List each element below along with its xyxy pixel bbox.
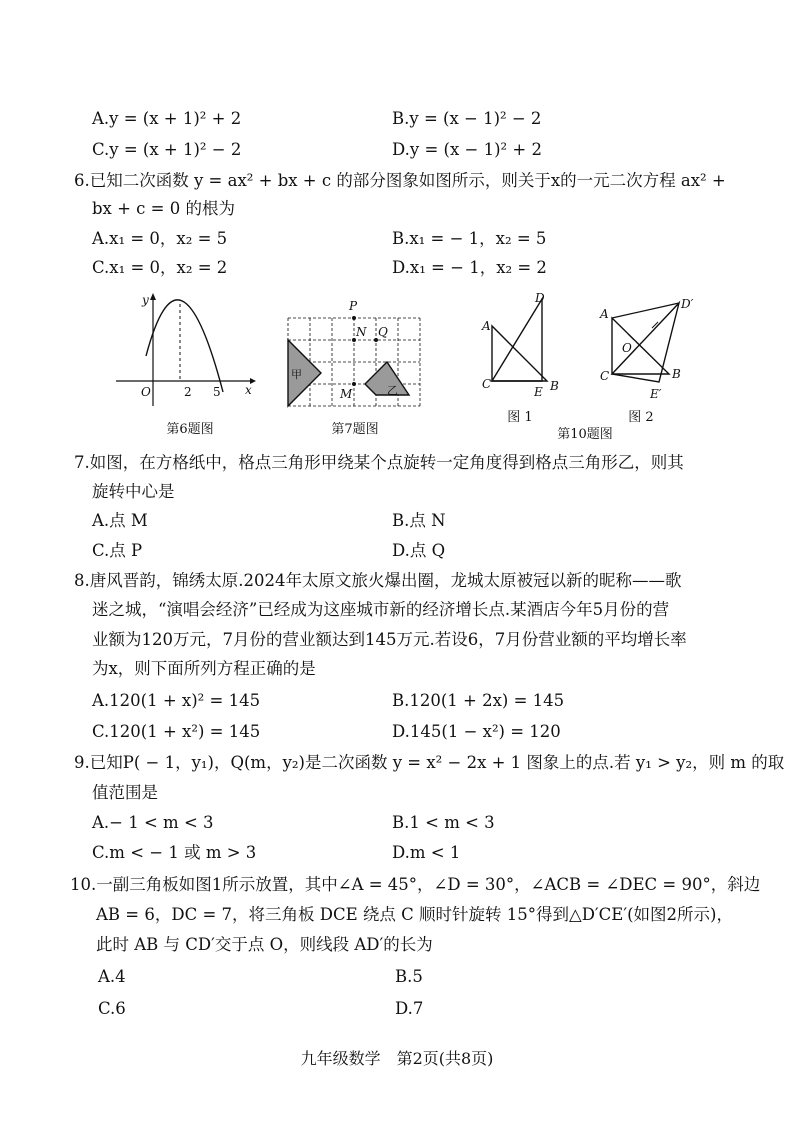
option-text: 120(1 + 2x) = 145 [409,691,565,710]
option-text: 1 < m < 3 [409,813,495,832]
q8-option-a [92,689,260,713]
option-letter: C. [92,258,110,277]
option-letter: B. [392,511,410,530]
q6-option-c [92,256,227,280]
label-a: A [600,307,609,321]
option-text: 5 [412,967,423,986]
q8-stem-line2: 迷之城，“演唱会经济”已经成为这座城市新的经济增长点.某酒店今年5月份的营 [92,600,670,619]
option-text: 145(1 − x²) = 120 [409,722,561,741]
option-text: m < − 1 或 m > 3 [109,843,257,862]
label-c: C [482,377,492,391]
option-letter: A. [92,511,110,530]
q10-option-d [395,997,423,1021]
q9-option-a [92,811,214,835]
q10-stem-line1: 10.一副三角板如图1所示放置，其中∠A = 45°，∠D = 30°，∠ACB = ∠DEC = 90°，斜边 [70,875,761,894]
option-letter: D. [392,541,410,560]
option-letter: A. [92,691,110,710]
q6-option-b [392,227,546,251]
label-e: E [534,385,543,399]
parabola-curve [146,300,223,392]
q6-stem-line2: bx + c = 0 的根为 [92,199,235,218]
q6-option-d [392,256,547,280]
y-label: y [142,293,149,307]
tick-5-label: 5 [213,385,221,399]
label-p: P [349,299,358,313]
label-b: B [672,367,681,381]
q6-stem-line1: 6.已知二次函数 y = ax² + bx + c 的部分图象如图所示，则关于x的一元二次方程 ax² + [74,171,726,190]
option-text: 6 [115,999,126,1018]
option-letter: B. [392,813,410,832]
fig10-figure1 [476,290,566,410]
option-letter: A. [92,813,110,832]
q7-stem-line1: 7.如图，在方格纸中，格点三角形甲绕某个点旋转一定角度得到格点三角形乙，则其 [74,453,684,472]
label-n: N [356,325,367,339]
option-letter: D. [392,722,410,741]
label-q: Q [378,325,388,339]
option-text: 点 P [109,541,143,560]
label-jia: 甲 [291,368,302,381]
q9-option-b [392,811,495,835]
point-m [352,382,356,386]
tick-mark [628,334,634,340]
q8-option-c [92,720,260,744]
q9-stem-line1: 9.已知P( − 1，y₁)，Q(m，y₂)是二次函数 y = x² − 2x + 1 图象上的点.若 y₁ > y₂，则 m 的取 [74,753,785,772]
label-b: B [550,379,559,393]
q10-option-b [395,965,423,989]
option-letter: D. [392,140,410,159]
q8-option-d [392,720,561,744]
option-letter: A. [98,967,116,986]
q9-stem-line2: 值范围是 [92,783,158,802]
option-text: 点 M [109,511,148,530]
fig7-grid-rotation [282,296,422,408]
option-text: − 1 < m < 3 [109,813,214,832]
q10-stem-line2: AB = 6，DC = 7，将三角板 DCE 绕点 C 顺时针旋转 15°得到△D′CE′(如图2所示)， [96,905,733,924]
option-letter: A. [92,229,110,248]
q9-option-d [392,841,460,865]
option-text: y = (x − 1)² + 2 [409,140,542,159]
option-letter: B. [392,109,410,128]
option-text: x₁ = 0，x₂ = 2 [109,258,228,277]
option-text: y = (x + 1)² + 2 [109,109,242,128]
fig10-caption: 第10题图 [557,427,613,442]
option-text: x₁ = 0，x₂ = 5 [109,229,228,248]
q7-stem-line2: 旋转中心是 [92,482,175,501]
q7-option-b [392,509,446,533]
q5-option-b [392,107,541,131]
origin-label: O [141,385,151,399]
q10-option-a [98,965,126,989]
label-c: C [600,369,610,383]
label-e-prime: E′ [650,387,662,401]
q8-stem-line4: 为x，则下面所列方程正确的是 [92,659,316,678]
q9-option-c [92,841,256,865]
segment-ad2 [612,303,679,318]
option-letter: B. [392,691,410,710]
label-o: O [622,341,632,355]
option-text: m < 1 [409,843,461,862]
option-letter: D. [392,843,410,862]
label-yi: 乙 [387,384,398,397]
q8-stem-line1: 8.唐风晋韵，锦绣太原.2024年太原文旅火爆出圈，龙城太原被冠以新的昵称——歌 [74,571,682,590]
option-letter: C. [92,140,110,159]
q10-option-c [98,997,126,1021]
fig6-caption: 第6题图 [166,422,214,437]
option-letter: C. [92,722,110,741]
option-letter: D. [395,999,413,1018]
option-text: 7 [412,999,424,1018]
q8-option-b [392,689,564,713]
y-axis-arrow [150,293,156,300]
option-text: x₁ = − 1，x₂ = 5 [409,229,547,248]
label-m: M [340,387,353,401]
q7-option-c [92,539,142,563]
option-letter: D. [392,258,410,277]
label-d: D [535,291,545,305]
option-letter: C. [92,541,110,560]
page-footer: 九年级数学 第2页(共8页) [300,1049,494,1068]
q8-stem-line3: 业额为120万元，7月份的营业额达到145万元.若设6，7月份营业额的平均增长率 [92,630,687,649]
option-text: 120(1 + x)² = 145 [109,691,261,710]
x-label: x [245,383,252,397]
q5-option-d [392,138,542,162]
label-d-prime: D′ [681,297,694,311]
label-a: A [482,319,491,333]
option-text: x₁ = − 1，x₂ = 2 [409,258,547,277]
q5-option-c [92,138,241,162]
option-text: 4 [115,967,126,986]
fig10-sub2-caption: 图 2 [628,410,654,425]
triangle-abc [492,326,547,381]
tick-2-label: 2 [184,385,192,399]
option-letter: B. [395,967,413,986]
fig6-parabola-graph [112,290,257,410]
option-letter: B. [392,229,410,248]
option-text: 点 Q [409,541,446,560]
point-p [352,316,356,320]
q7-option-d [392,539,445,563]
option-text: 120(1 + x²) = 145 [109,722,261,741]
option-letter: C. [98,999,116,1018]
q5-option-a [92,107,241,131]
fig10-sub1-caption: 图 1 [507,410,533,425]
option-letter: A. [92,109,110,128]
option-letter: C. [92,843,110,862]
fig7-caption: 第7题图 [331,422,379,437]
option-text: y = (x + 1)² − 2 [109,140,242,159]
q10-stem-line3: 此时 AB 与 CD′交于点 O，则线段 AD′的长为 [96,935,433,954]
option-text: y = (x − 1)² − 2 [409,109,542,128]
option-text: 点 N [409,511,446,530]
fig10-figure2 [594,290,694,410]
q7-option-a [92,509,148,533]
q6-option-a [92,227,227,251]
